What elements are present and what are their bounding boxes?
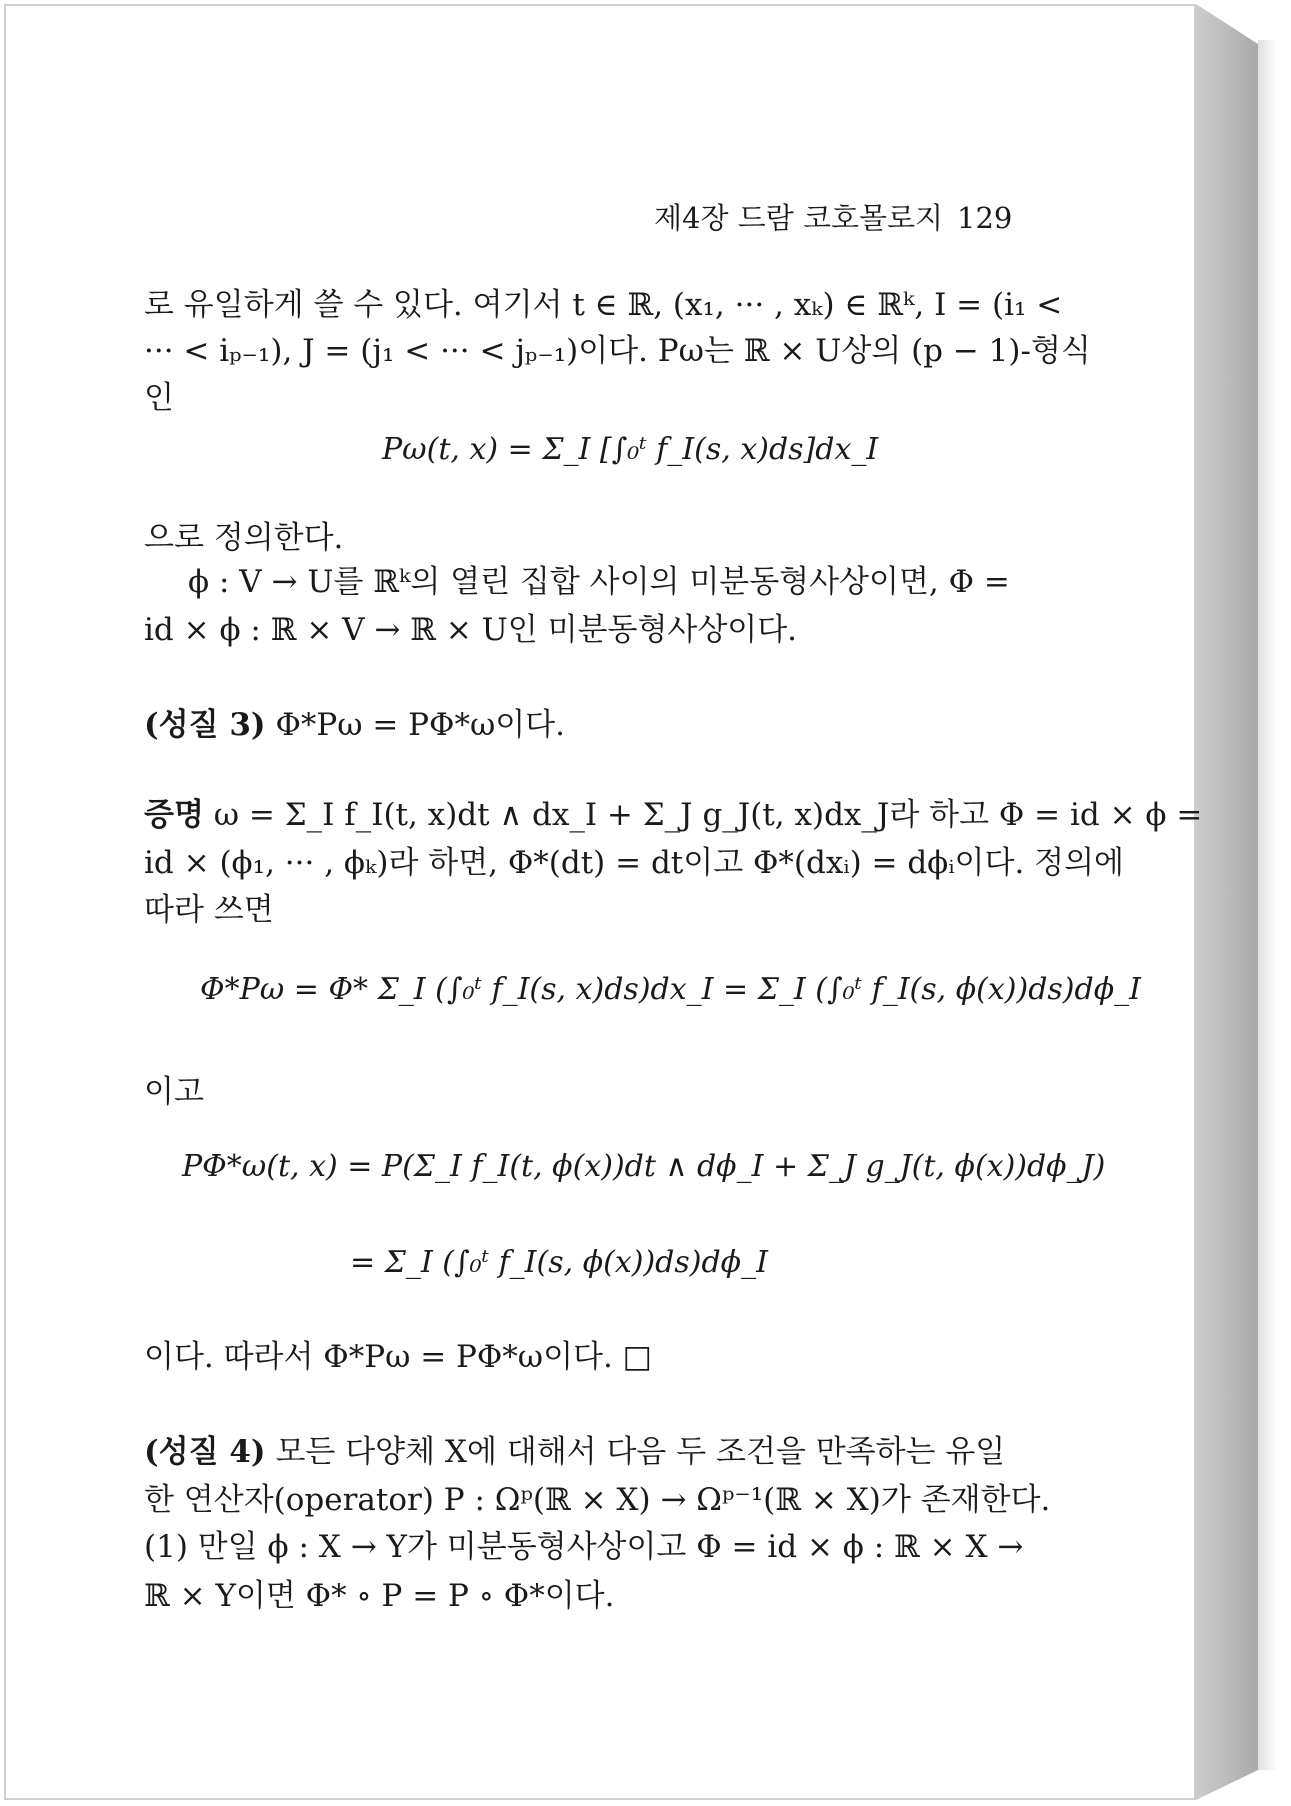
paragraph-line: 로 유일하게 쓸 수 있다. 여기서 t ∈ ℝ, (x₁, ··· , xₖ) ∈ ℝᵏ, I = (i₁ < [144,287,1063,323]
proof-line: 따라 쓰면 [144,892,274,928]
display-equation: PΦ*ω(t, x) = P(Σ_I f_I(t, ϕ(x))dt ∧ dϕ_I + Σ_J g_J(t, ϕ(x))dϕ_J) [182,1149,1106,1184]
proof-text: ω = Σ_I f_I(t, x)dt ∧ dx_I + Σ_J g_J(t, x)dx_J라 하고 Φ = id × ϕ = [213,797,1203,833]
paragraph-line: 이고 [144,1074,204,1110]
property-4 [144,1432,1005,1472]
proof-line [144,795,1202,835]
proof-conclusion: 이다. 따라서 Φ*Pω = PΦ*ω이다. □ [144,1339,652,1375]
paragraph-line: 으로 정의한다. [144,520,344,556]
paragraph-line: ϕ : V → U를 ℝᵏ의 열린 집합 사이의 미분동형사상이면, Φ = [188,564,1010,600]
page-number: 129 [957,201,1013,235]
property-label: (성질 4) [144,1434,266,1470]
display-equation: Pω(t, x) = Σ_I [∫₀ᵗ f_I(s, x)ds]dx_I [382,432,879,467]
display-equation: Φ*Pω = Φ* Σ_I (∫₀ᵗ f_I(s, x)ds)dx_I = Σ_I (∫₀ᵗ f_I(s, ϕ(x))ds)dϕ_I [200,972,1142,1007]
property-statement: 모든 다양체 X에 대해서 다음 두 조건을 만족하는 유일 [275,1434,1006,1470]
paragraph-line: 한 연산자(operator) P : Ωᵖ(ℝ × X) → Ωᵖ⁻¹(ℝ × X)가 존재한다. [144,1482,1051,1518]
book-spine [1196,4,1258,1800]
paragraph-line: (1) 만일 ϕ : X → Y가 미분동형사상이고 Φ = id × ϕ : ℝ × X → [144,1529,1024,1565]
paragraph-line: ℝ × Y이면 Φ* ∘ P = P ∘ Φ*이다. [144,1578,615,1614]
paragraph-line: 인 [144,380,174,416]
paragraph-line: ··· < iₚ₋₁), J = (j₁ < ··· < jₚ₋₁)이다. Pω는 ℝ × U상의 (p − 1)-형식 [144,333,1091,369]
book-shadow [1258,40,1278,1770]
paragraph-line: id × ϕ : ℝ × V → ℝ × U인 미분동형사상이다. [144,612,798,648]
proof-label: 증명 [144,797,204,833]
property-statement: Φ*Pω = PΦ*ω이다. [275,707,565,743]
property-3 [144,705,565,745]
display-equation: = Σ_I (∫₀ᵗ f_I(s, ϕ(x))ds)dϕ_I [350,1245,768,1280]
property-label: (성질 3) [144,707,266,743]
chapter-title: 제4장 드람 코호몰로지 [654,201,944,235]
proof-line: id × (ϕ₁, ··· , ϕₖ)라 하면, Φ*(dt) = dt이고 Φ*(dxᵢ) = dϕᵢ이다. 정의에 [144,845,1124,881]
running-head [654,198,1012,238]
